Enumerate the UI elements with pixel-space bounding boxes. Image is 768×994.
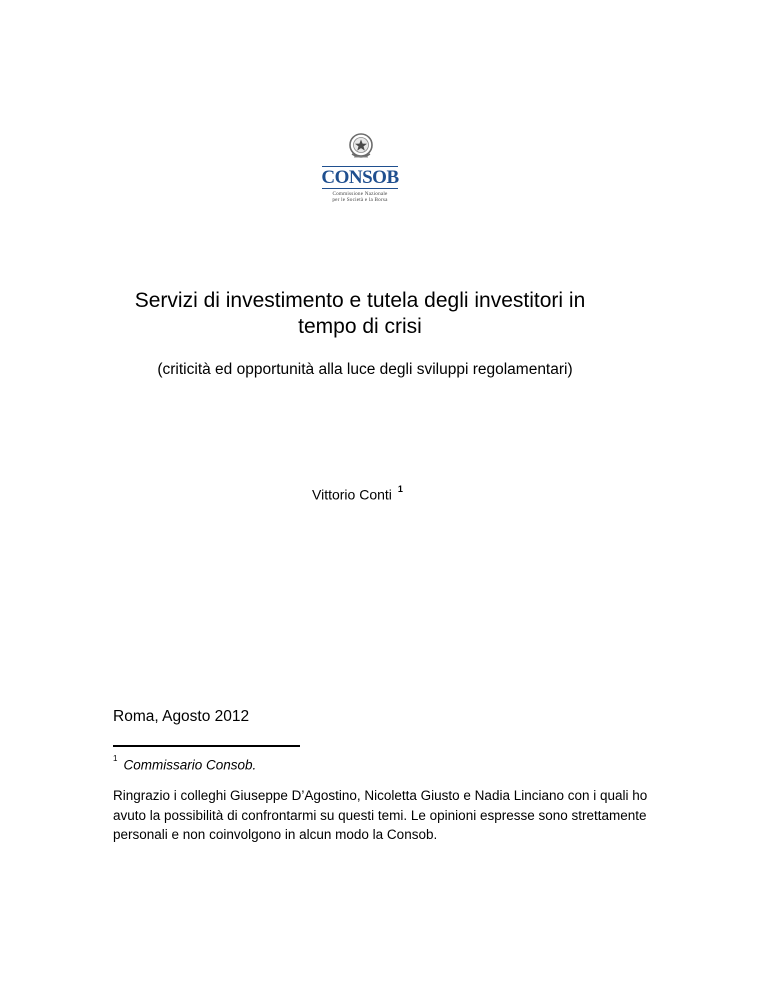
footnote-separator [113, 745, 300, 747]
author-name: Vittorio Conti [312, 486, 392, 503]
footnote-marker: 1 [113, 754, 118, 763]
emblem-icon [348, 132, 374, 162]
author-footnote-marker: 1 [397, 484, 403, 494]
acknowledgement-paragraph: Ringrazio i colleghi Giuseppe D’Agostino, Nicoletta Giusto e Nadia Linciano con i quali ho avuto la possibilità di confrontarmi su questi temi. Le opinioni espresse sono strettamente personali e non coinvolgono in alcun modo la Consob. [113, 788, 648, 842]
footnote [113, 753, 256, 775]
consob-logo [318, 130, 402, 210]
logo-subtitle-line1: Commissione Nazionale [332, 191, 388, 197]
logo-bottom-rule [322, 188, 398, 189]
footnote-text: Commissario Consob. [123, 757, 257, 773]
document-title [100, 288, 620, 340]
logo-wordmark: CONSOB [321, 167, 399, 188]
title-line1: Servizi di investimento e tutela degli investitori in [134, 289, 586, 312]
logo-subtitle-line2: per le Società e la Borsa [332, 197, 388, 203]
title-line2: tempo di crisi [298, 315, 422, 338]
document-subtitle: (criticità ed opportunità alla luce degli sviluppi regolamentari) [157, 361, 573, 378]
place-date: Roma, Agosto 2012 [113, 708, 250, 725]
author [312, 482, 403, 504]
